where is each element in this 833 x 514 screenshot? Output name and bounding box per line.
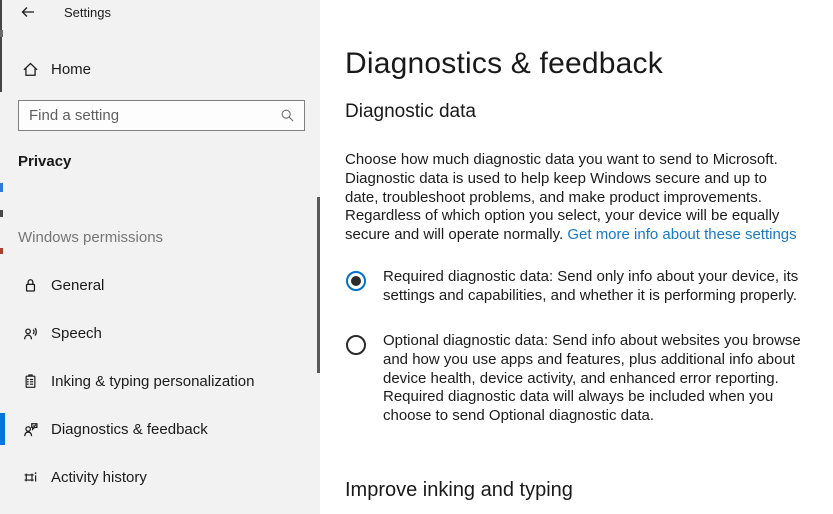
inking-typing-icon xyxy=(22,373,39,390)
page-title: Diagnostics & feedback xyxy=(345,47,663,80)
sidebar-item-general[interactable] xyxy=(0,261,320,309)
search-box xyxy=(18,100,305,131)
lock-icon xyxy=(22,277,39,294)
sidebar-item-label: Diagnostics & feedback xyxy=(51,420,208,438)
description-text: Choose how much diagnostic data you want to send to Microsoft. Diagnostic data is used to help keep Windows secure and up to date, troubleshoot problems, and make product improvements. Regardless of which option you select, your device will be equally secure and will operate normally. xyxy=(345,151,780,244)
sidebar-item-diagnostics-feedback[interactable] xyxy=(0,405,320,453)
radio-option-required[interactable] xyxy=(345,268,807,306)
sidebar-item-label: Inking & typing personalization xyxy=(51,372,255,390)
sidebar-item-home[interactable] xyxy=(0,53,320,85)
sidebar-item-label: Home xyxy=(51,60,92,78)
get-more-info-link[interactable]: Get more info about these settings xyxy=(567,226,797,244)
window-titlebar xyxy=(0,0,320,30)
speech-icon xyxy=(22,325,39,342)
activity-history-icon xyxy=(22,469,39,486)
diagnostic-data-description xyxy=(345,151,803,245)
sidebar xyxy=(0,0,320,514)
radio-option-label: Required diagnostic data: Send only info about your device, its settings and capabilities, and whether it is performing properly. xyxy=(383,268,799,304)
diagnostics-feedback-icon xyxy=(22,421,39,438)
screen-edge-artifact xyxy=(0,30,3,37)
sidebar-item-label: General xyxy=(51,276,105,294)
sidebar-item-activity-history[interactable] xyxy=(0,453,320,501)
main-content xyxy=(320,0,833,514)
screen-edge-artifact xyxy=(0,210,3,217)
sidebar-nav-list xyxy=(0,261,320,501)
sidebar-item-inking-typing[interactable] xyxy=(0,357,320,405)
radio-option-label: Optional diagnostic data: Send info about websites you browse and how you use apps and features, plus additional info about device health, device activity, and enhanced error reporting. Required diagnostic data will always be included when you choose to send Optional diagnostic data. xyxy=(383,332,801,425)
sidebar-item-speech[interactable] xyxy=(0,309,320,357)
search-icon[interactable] xyxy=(280,108,295,123)
sidebar-item-label: Activity history xyxy=(51,468,147,486)
screen-edge-artifact xyxy=(0,183,3,192)
app-title: Settings xyxy=(64,5,111,20)
back-arrow-icon xyxy=(20,4,36,23)
privacy-category-title: Privacy xyxy=(18,153,72,170)
section-heading-diagnostic-data: Diagnostic data xyxy=(345,101,476,122)
windows-permissions-group-title: Windows permissions xyxy=(18,229,164,246)
search-input[interactable] xyxy=(19,101,280,130)
radio-button[interactable] xyxy=(346,335,366,355)
screen-edge-artifact xyxy=(0,248,3,254)
section-heading-improve-inking: Improve inking and typing xyxy=(345,479,573,501)
back-button[interactable] xyxy=(16,2,40,24)
radio-option-optional[interactable] xyxy=(345,332,807,426)
sidebar-item-label: Speech xyxy=(51,324,102,342)
home-icon xyxy=(22,61,39,78)
screen-edge-artifact xyxy=(0,0,2,92)
radio-button[interactable] xyxy=(346,271,366,291)
selection-indicator xyxy=(0,413,5,445)
